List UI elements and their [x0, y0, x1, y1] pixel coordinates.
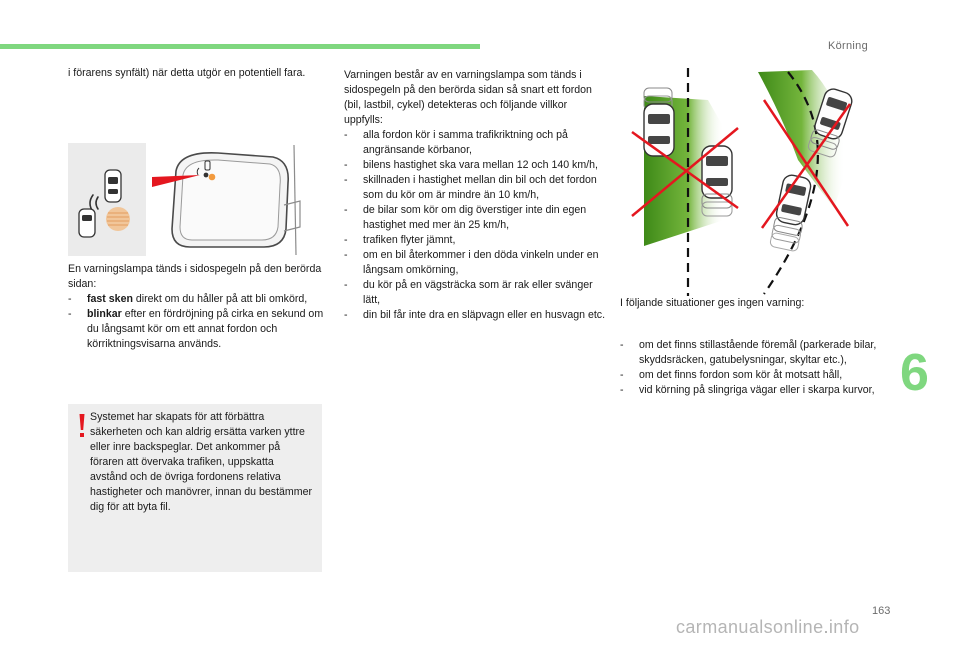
- warning-text: Systemet har skapats för att förbättra säkerheten och kan aldrig ersätta varken yttre eller inre backspeglar. Det ankommer på föraren att övervaka trafiken, uppskatta avstånd och de övriga fordonens relativa hastigheter och manövrer, innan du bestämmer dig för att byta fil.: [90, 411, 313, 513]
- side-mirror-icon: [172, 145, 300, 255]
- chapter-number-tab: 6: [900, 344, 929, 402]
- list-item: - alla fordon kör i samma trafikriktning och på angränsande körbanor,: [344, 128, 606, 158]
- list-item: - om en bil återkommer i den döda vinkeln under en långsam omkörning,: [344, 248, 606, 278]
- list-item: - om det finns stillastående föremål (parkerade bilar, skyddsräcken, gatubelysningar, skyltar etc.),: [620, 338, 882, 368]
- chapter-color-bar: [0, 44, 480, 49]
- warning-lamp-icon: [106, 207, 130, 231]
- no-warning-list: [620, 338, 882, 398]
- intro-text: i förarens synfält) när detta utgör en potentiell fara.: [68, 67, 306, 79]
- list-item: - trafiken flyter jämnt,: [344, 233, 606, 248]
- conditions-list: [344, 128, 606, 323]
- left-column-text: [68, 262, 324, 352]
- blind-spot-diagram: [612, 68, 880, 296]
- list-item: - vid körning på slingriga vägar eller i skarpa kurvor,: [620, 383, 882, 398]
- lamp-paragraph: En varningslampa tänds i sidospegeln på den berörda sidan:: [68, 263, 322, 290]
- list-item: - fast sken direkt om du håller på att bli omkörd,: [68, 292, 324, 307]
- watermark: carmanualsonline.info: [676, 617, 860, 637]
- list-item: - blinkar efter en fördröjning på cirka en sekund om du långsamt kör om ett annat fordon och körriktningsvisarna används.: [68, 307, 324, 352]
- no-warning-heading: I följande situationer ges ingen varning:: [620, 297, 805, 309]
- list-item: - om det finns fordon som kör åt motsatt håll,: [620, 368, 882, 383]
- watermark-prefix: carmanualsonline: [676, 617, 824, 637]
- ego-car-icon: [79, 209, 95, 237]
- conditions-intro: Varningen består av en varningslampa som tänds i sidospegeln på den berörda sidan så snart ett fordon (bil, lastbil, cykel) detekteras och följande villkor uppfylls:: [344, 69, 592, 126]
- list-item: - bilens hastighet ska vara mellan 12 och 140 km/h,: [344, 158, 606, 173]
- list-item: - du kör på en vägsträcka som är rak eller svänger lätt,: [344, 278, 606, 308]
- list-item: - din bil får inte dra en släpvagn eller en husvagn etc.: [344, 308, 606, 323]
- mirror-illustration: [68, 143, 322, 256]
- warning-box: [68, 404, 322, 572]
- page-number: 163: [872, 605, 891, 617]
- warning-exclamation-icon: [77, 413, 87, 439]
- right-column-text: [620, 338, 882, 398]
- list-item: - de bilar som kör om dig överstiger inte din egen hastighet med mer än 25 km/h,: [344, 203, 606, 233]
- car-icon: [105, 170, 121, 202]
- middle-column-text: [344, 68, 606, 323]
- lamp-list: [68, 292, 324, 352]
- chapter-title: Körning: [828, 40, 869, 52]
- watermark-suffix: info: [828, 617, 860, 637]
- list-item: - skillnaden i hastighet mellan din bil och det fordon som du kör om är mindre än 10 km/h,: [344, 173, 606, 203]
